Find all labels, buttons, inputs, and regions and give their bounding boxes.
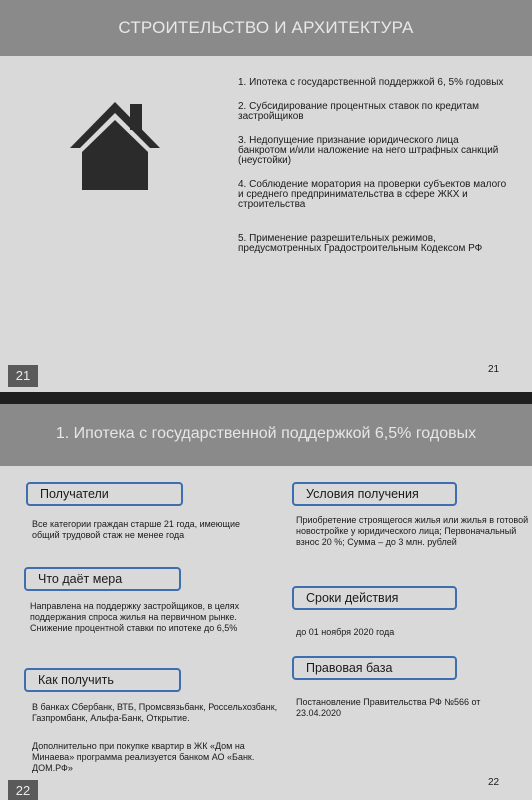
page-number: 21 bbox=[488, 364, 500, 375]
period-text: до 01 ноября 2020 года bbox=[296, 627, 395, 637]
how-text: В банках Сбербанк, ВТБ, Промсвязьбанк, Россельхозбанк, Газпромбанк, Альфа-Банк, Открытие. bbox=[32, 702, 278, 723]
conditions-text: Приобретение строящегося жилья или жилья в готовой новостройке у юридического лица; Первоначальный взнос 20 %; Сумма – до 3 млн. рублей bbox=[296, 515, 529, 547]
recipients-heading: Получатели bbox=[26, 482, 183, 506]
slide-title: СТРОИТЕЛЬСТВО И АРХИТЕКТУРА bbox=[0, 0, 532, 56]
slide-21 bbox=[0, 0, 532, 392]
measure-text: Направлена на поддержку застройщиков, в целях поддержания спроса жилья на первичном рынке. Снижение процентной ставки по ипотеке до 6,5% bbox=[30, 601, 240, 633]
list-item: 2. Субсидирование процентных ставок по кредитам застройщиков bbox=[238, 101, 480, 122]
recipients-text: Все категории граждан старше 21 года, имеющие общий трудовой стаж не менее года bbox=[32, 519, 240, 540]
list-item: 3. Недопущение признание юридического лица банкротом и/или наложение на него штрафных санкций (неустойки) bbox=[238, 135, 499, 166]
legal-heading: Правовая база bbox=[292, 656, 457, 680]
how-heading: Как получить bbox=[24, 668, 181, 692]
page-number: 22 bbox=[488, 777, 500, 788]
period-heading: Сроки действия bbox=[292, 586, 457, 610]
house-icon bbox=[68, 96, 162, 192]
legal-text: Постановление Правительства РФ №566 от 23.04.2020 bbox=[296, 697, 481, 718]
measures-list bbox=[238, 78, 508, 254]
slide-number-badge[interactable]: 21 bbox=[8, 365, 38, 387]
slide-number-badge[interactable]: 22 bbox=[8, 780, 38, 800]
how-text-additional: Дополнительно при покупке квартир в ЖК «Дом на Минаева» программа реализуется банком АО «Банк. ДОМ.РФ» bbox=[32, 741, 255, 773]
slide-title: 1. Ипотека с государственной поддержкой 6,5% годовых bbox=[0, 404, 532, 466]
list-item: 5. Применение разрешительных режимов, предусмотренных Градостроительным Кодексом РФ bbox=[238, 233, 483, 254]
list-item: 4. Соблюдение моратория на проверки субъектов малого и среднего предпринимательства в сфере ЖКХ и строительства bbox=[238, 179, 507, 210]
conditions-heading: Условия получения bbox=[292, 482, 457, 506]
measure-heading: Что даёт мера bbox=[24, 567, 181, 591]
list-item: 1. Ипотека с государственной поддержкой 6, 5% годовых bbox=[238, 77, 504, 88]
slide-22 bbox=[0, 404, 532, 800]
